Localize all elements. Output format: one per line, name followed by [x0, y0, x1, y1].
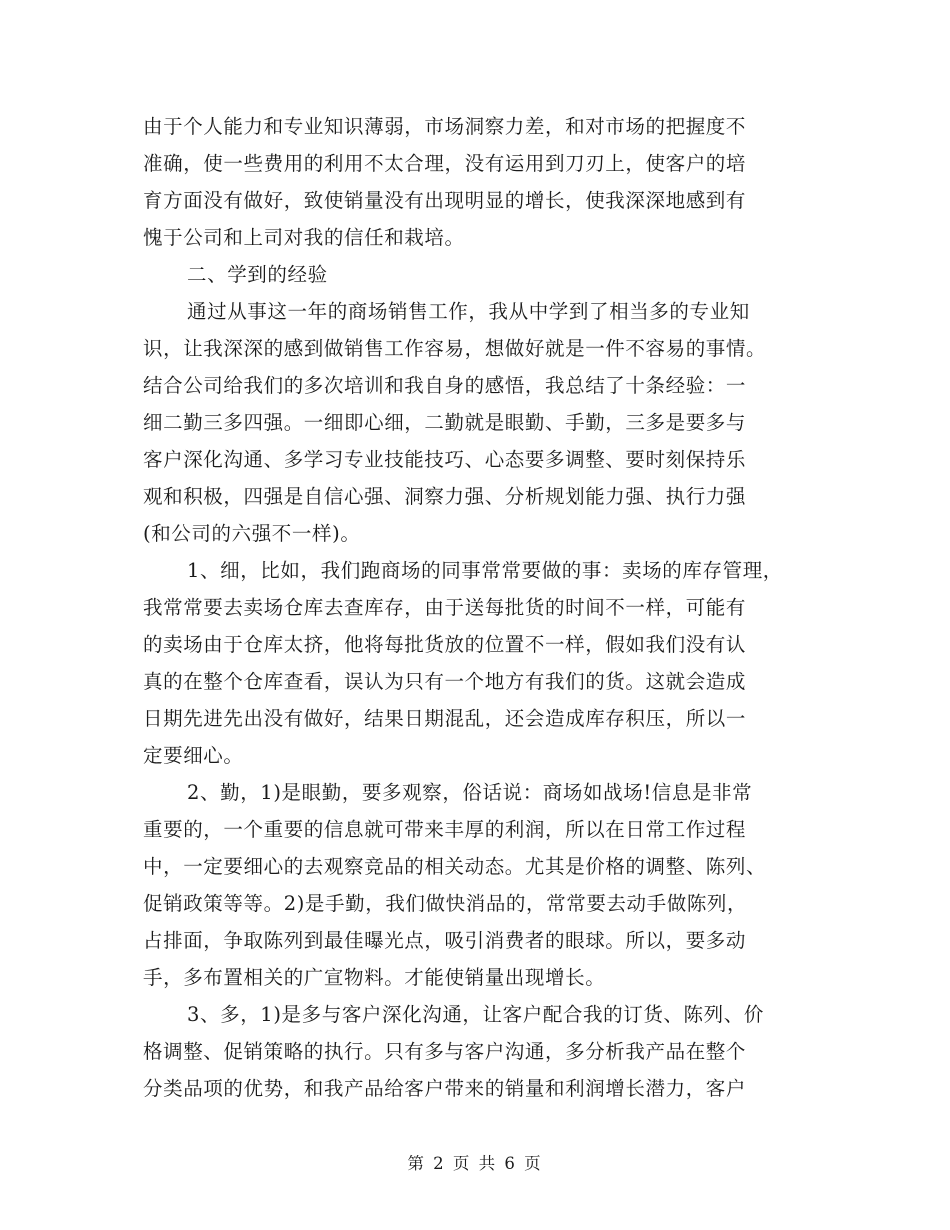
text-line: 格调整、促销策略的执行。只有多与客户沟通，多分析我产品在整个: [143, 1040, 747, 1063]
text-line: 我常常要去卖场仓库去查库存，由于送每批货的时间不一样，可能有: [143, 596, 747, 619]
text-line: 占排面，争取陈列到最佳曝光点，吸引消费者的眼球。所以，要多动: [143, 929, 747, 952]
page-number-footer: 第 2 页 共 6 页: [407, 1154, 543, 1173]
text-line: 2、勤，1)是眼勤，要多观察，俗话说：商场如战场!信息是非常: [187, 781, 753, 804]
text-line: 定要细心。: [143, 744, 244, 767]
text-line: 中，一定要细心的去观察竞品的相关动态。尤其是价格的调整、陈列、: [143, 855, 767, 878]
text-line: 促销政策等等。2)是手勤，我们做快消品的，常常要去动手做陈列，: [143, 892, 748, 915]
text-line: (和公司的六强不一样)。: [143, 522, 361, 545]
section-heading: 二、学到的经验: [187, 263, 328, 286]
text-line: 真的在整个仓库查看，误认为只有一个地方有我们的货。这就会造成: [143, 670, 747, 693]
text-line: 的卖场由于仓库太挤，他将每批货放的位置不一样，假如我们没有认: [143, 633, 747, 656]
text-line: 分类品项的优势，和我产品给客户带来的销量和利润增长潜力，客户: [143, 1077, 747, 1100]
text-line: 育方面没有做好，致使销量没有出现明显的增长，使我深深地感到有: [143, 189, 747, 212]
text-line: 通过从事这一年的商场销售工作，我从中学到了相当多的专业知: [187, 300, 750, 323]
text-line: 细二勤三多四强。一细即心细，二勤就是眼勤、手勤，三多是要多与: [143, 411, 747, 434]
text-line: 重要的，一个重要的信息就可带来丰厚的利润，所以在日常工作过程: [143, 818, 747, 841]
text-line: 1、细，比如，我们跑商场的同事常常要做的事：卖场的库存管理，: [187, 559, 783, 582]
text-line: 结合公司给我们的多次培训和我自身的感悟，我总结了十条经验：一: [143, 374, 747, 397]
text-line: 识，让我深深的感到做销售工作容易，想做好就是一件不容易的事情。: [143, 337, 767, 360]
text-line: 3、多，1)是多与客户深化沟通，让客户配合我的订货、陈列、价: [187, 1003, 764, 1026]
text-line: 日期先进先出没有做好，结果日期混乱，还会造成库存积压，所以一: [143, 707, 747, 730]
text-line: 客户深化沟通、多学习专业技能技巧、心态要多调整、要时刻保持乐: [143, 448, 747, 471]
text-line: 准确，使一些费用的利用不太合理，没有运用到刀刃上，使客户的培: [143, 152, 747, 175]
text-line: 由于个人能力和专业知识薄弱，市场洞察力差，和对市场的把握度不: [143, 115, 747, 138]
text-line: 观和积极，四强是自信心强、洞察力强、分析规划能力强、执行力强: [143, 485, 747, 508]
text-line: 手，多布置相关的广宣物料。才能使销量出现增长。: [143, 966, 606, 989]
text-line: 愧于公司和上司对我的信任和栽培。: [143, 226, 465, 249]
